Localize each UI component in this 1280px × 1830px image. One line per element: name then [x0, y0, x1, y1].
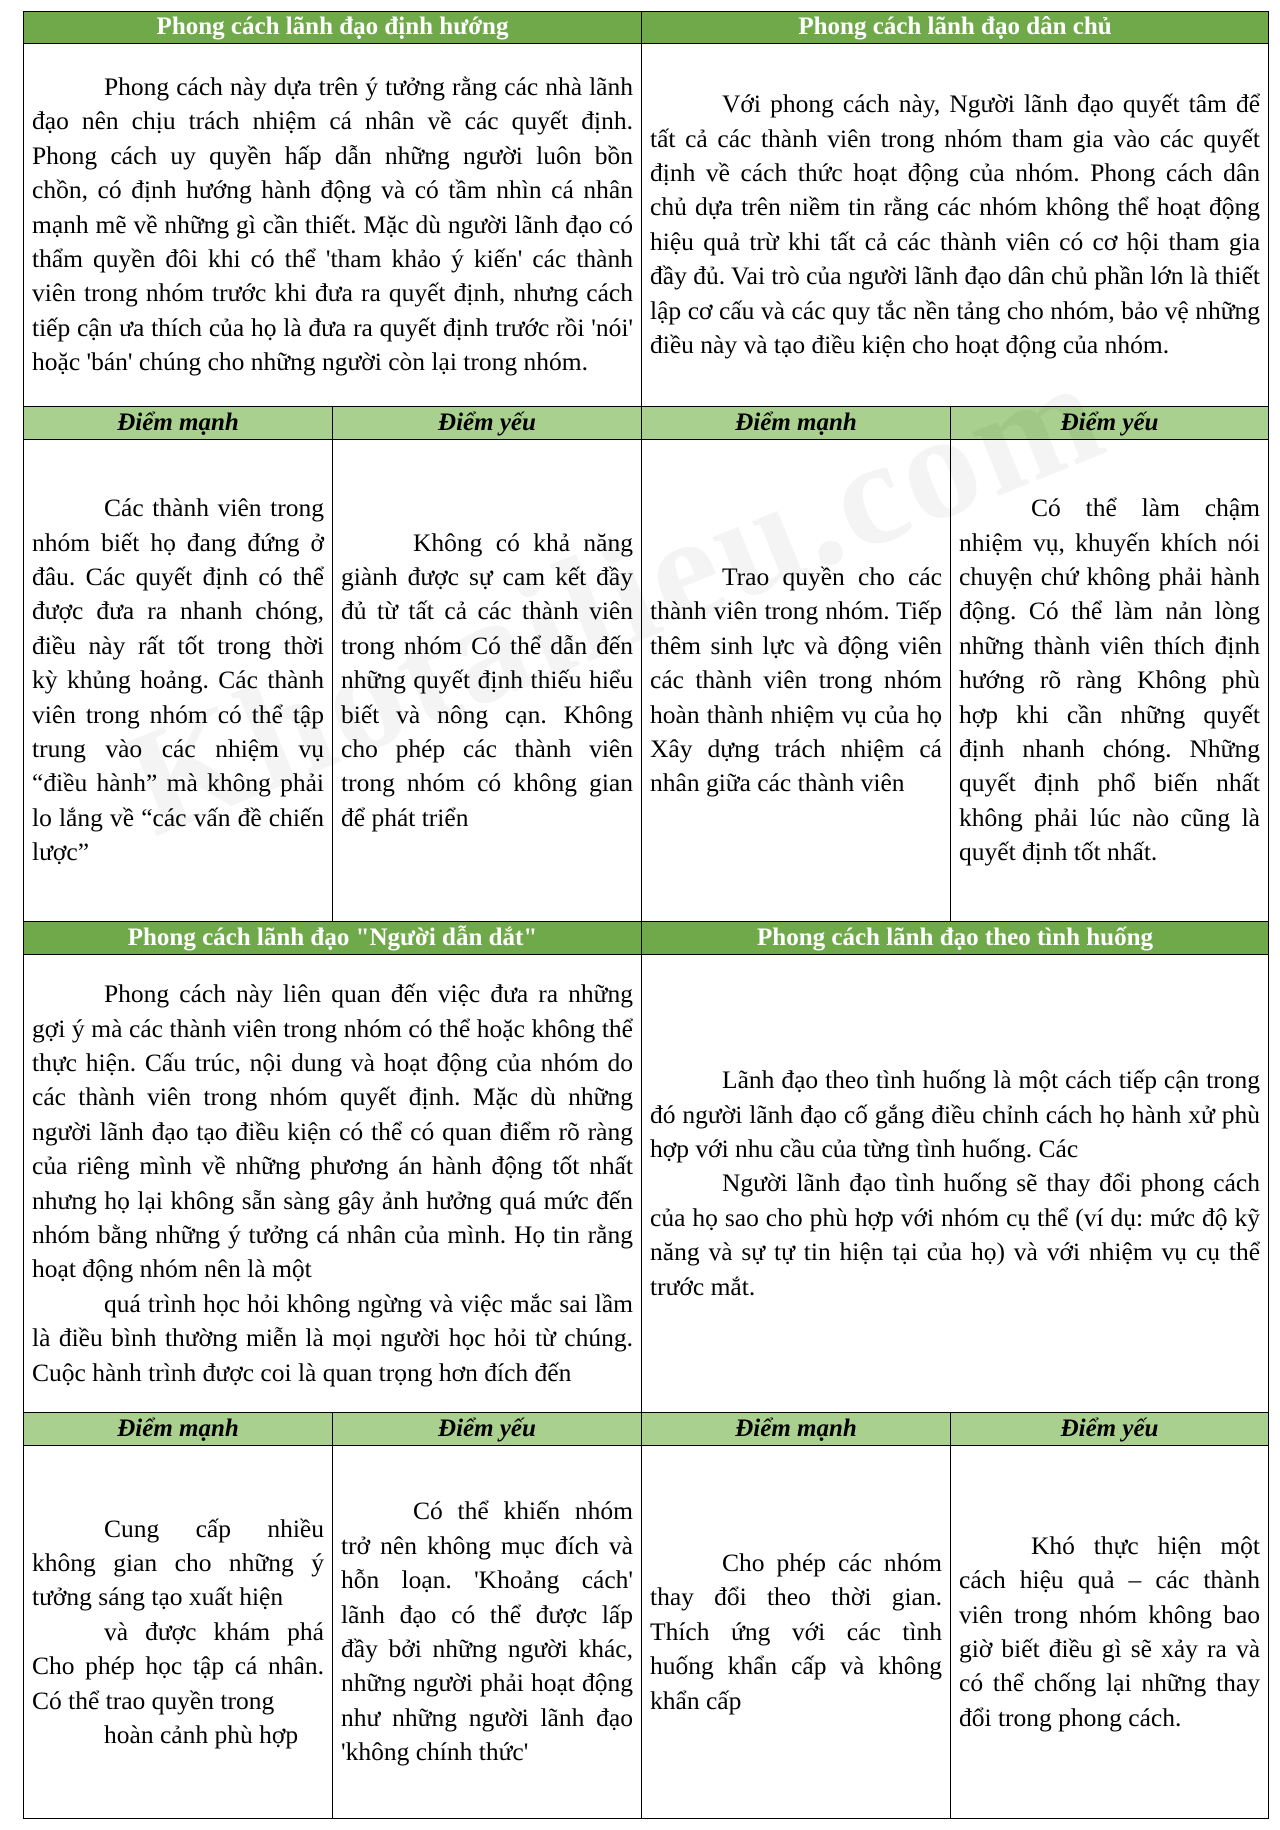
- paragraph: Phong cách này dựa trên ý tưởng rằng các nhà lãnh đạo nên chịu trách nhiệm cá nhân về các quyết định. Phong cách uy quyền hấp dẫn những người luôn bồn chồn, có định hướng hành động và có tầm nhìn cá nhân mạnh mẽ về những gì cần thiết. Mặc dù người lãnh đạo có thẩm quyền đôi khi có thể 'tham khảo ý kiến' các thành viên trong nhóm trước khi đưa ra quyết định, nhưng cách tiếp cận ưa thích của họ là đưa ra quyết định trước rồi 'nói' hoặc 'bán' chúng cho những người còn lại trong nhóm.: [32, 71, 633, 377]
- facilitator-style-description: [24, 955, 642, 1413]
- situational-strengths: [642, 1446, 951, 1819]
- directive-weaknesses: [333, 439, 642, 921]
- situational-weaknesses: [951, 1446, 1269, 1819]
- paragraph: Phong cách này liên quan đến việc đưa ra những gợi ý mà các thành viên trong nhóm có thể hoặc không thể thực hiện. Cấu trúc, nội dung và hoạt động của nhóm do các thành viên trong nhóm quyết định. Mặc dù những người lãnh đạo tạo điều kiện có thể có quan điểm rõ ràng của riêng mình về những phương án hành động tốt nhất nhưng họ lại không sẵn sàng gây ảnh hưởng quá mức đến nhóm bằng những ý tưởng cá nhân của mình. Họ tin rằng hoạt động nhóm nên là một: [32, 979, 633, 1284]
- leadership-styles-table: [23, 11, 1269, 1819]
- facilitator-style-title: Phong cách lãnh đạo "Người dẫn dắt": [24, 922, 642, 955]
- situational-strengths-label: Điểm mạnh: [642, 1413, 951, 1446]
- situational-style-description: [642, 955, 1269, 1413]
- democratic-strengths-label: Điểm mạnh: [642, 406, 951, 439]
- paragraph: Khó thực hiện một cách hiệu quả – các thành viên trong nhóm không bao giờ biết điều gì sẽ xảy ra và có thể chống lại những thay đổi trong phong cách.: [959, 1530, 1261, 1732]
- situational-weaknesses-label: Điểm yếu: [951, 1413, 1269, 1446]
- democratic-weaknesses-label: Điểm yếu: [951, 406, 1269, 439]
- democratic-strengths: [642, 439, 951, 921]
- paragraph: Các thành viên trong nhóm biết họ đang đứng ở đâu. Các quyết định có thể được đưa ra nhanh chóng, điều này rất tốt trong thời kỳ khủng hoảng. Các thành viên trong nhóm có thể tập trung vào các nhiệm vụ “điều hành” mà không phải lo lắng về “các vấn đề chiến lược”: [32, 493, 324, 867]
- paragraph: Với phong cách này, Người lãnh đạo quyết tâm để tất cả các thành viên trong nhóm tham gia vào các quyết định về cách thức hoạt động của nhóm. Phong cách dân chủ dựa trên niềm tin rằng các nhóm không thể hoạt động hiệu quả trừ khi tất cả các thành viên có cơ hội tham gia đầy đủ. Vai trò của người lãnh đạo dân chủ phần lớn là thiết lập cơ cấu và các quy tắc nền tảng cho nhóm, bảo vệ những điều này và tạo điều kiện cho hoạt động của nhóm.: [650, 89, 1261, 359]
- paragraph: Có thể khiến nhóm trở nên không mục đích và hỗn loạn. 'Khoảng cách' lãnh đạo có thể được lấp đầy bởi những người khác, những người phải hoạt động như những người lãnh đạo 'không chính thức': [341, 1496, 633, 1767]
- democratic-weaknesses: [951, 439, 1269, 921]
- directive-style-description: [24, 43, 642, 406]
- facilitator-strengths-label: Điểm mạnh: [24, 1413, 333, 1446]
- paragraph: Cho phép các nhóm thay đổi theo thời gian. Thích ứng với các tình huống khẩn cấp và không khẩn cấp: [650, 1548, 942, 1715]
- paragraph: Cung cấp nhiều không gian cho những ý tưởng sáng tạo xuất hiện: [32, 1513, 324, 1612]
- directive-strengths-label: Điểm mạnh: [24, 406, 333, 439]
- paragraph: quá trình học hỏi không ngừng và việc mắc sai lầm là điều bình thường miễn là mọi người học hỏi từ chúng. Cuộc hành trình được coi là quan trọng hơn đích đến: [32, 1288, 633, 1387]
- facilitator-strengths: [24, 1446, 333, 1819]
- paragraph: Lãnh đạo theo tình huống là một cách tiếp cận trong đó người lãnh đạo cố gắng điều chỉnh cách họ hành xử phù hợp với nhu cầu của từng tình huống. Các: [650, 1065, 1261, 1164]
- paragraph: và được khám phá Cho phép học tập cá nhân. Có thể trao quyền trong: [32, 1616, 324, 1715]
- democratic-style-title: Phong cách lãnh đạo dân chủ: [642, 12, 1269, 44]
- paragraph: Có thể làm chậm nhiệm vụ, khuyến khích nói chuyện chứ không phải hành động. Có thể làm nản lòng những thành viên thích định hướng rõ ràng Không phù hợp khi cần những quyết định nhanh chóng. Những quyết định phổ biến nhất không phải lúc nào cũng là quyết định tốt nhất.: [959, 493, 1261, 867]
- democratic-style-description: [642, 43, 1269, 406]
- directive-strengths: [24, 439, 333, 921]
- facilitator-weaknesses: [333, 1446, 642, 1819]
- paragraph: Người lãnh đạo tình huống sẽ thay đổi phong cách của họ sao cho phù hợp với nhóm cụ thể (ví dụ: mức độ kỹ năng và sự tự tin hiện tại của họ) và với nhiệm vụ cụ thể trước mắt.: [650, 1168, 1261, 1301]
- situational-style-title: Phong cách lãnh đạo theo tình huống: [642, 922, 1269, 955]
- leadership-styles-document: [23, 11, 1268, 1819]
- paragraph: Không có khả năng giành được sự cam kết đầy đủ từ tất cả các thành viên trong nhóm Có thể dẫn đến những quyết định thiếu hiểu biết và nông cạn. Không cho phép các thành viên trong nhóm có không gian để phát triển: [341, 527, 633, 832]
- paragraph: hoàn cảnh phù hợp: [104, 1720, 299, 1750]
- facilitator-weaknesses-label: Điểm yếu: [333, 1413, 642, 1446]
- directive-style-title: Phong cách lãnh đạo định hướng: [24, 12, 642, 44]
- directive-weaknesses-label: Điểm yếu: [333, 406, 642, 439]
- paragraph: Trao quyền cho các thành viên trong nhóm. Tiếp thêm sinh lực và động viên các thành viên trong nhóm hoàn thành nhiệm vụ của họ Xây dựng trách nhiệm cá nhân giữa các thành viên: [650, 561, 942, 798]
